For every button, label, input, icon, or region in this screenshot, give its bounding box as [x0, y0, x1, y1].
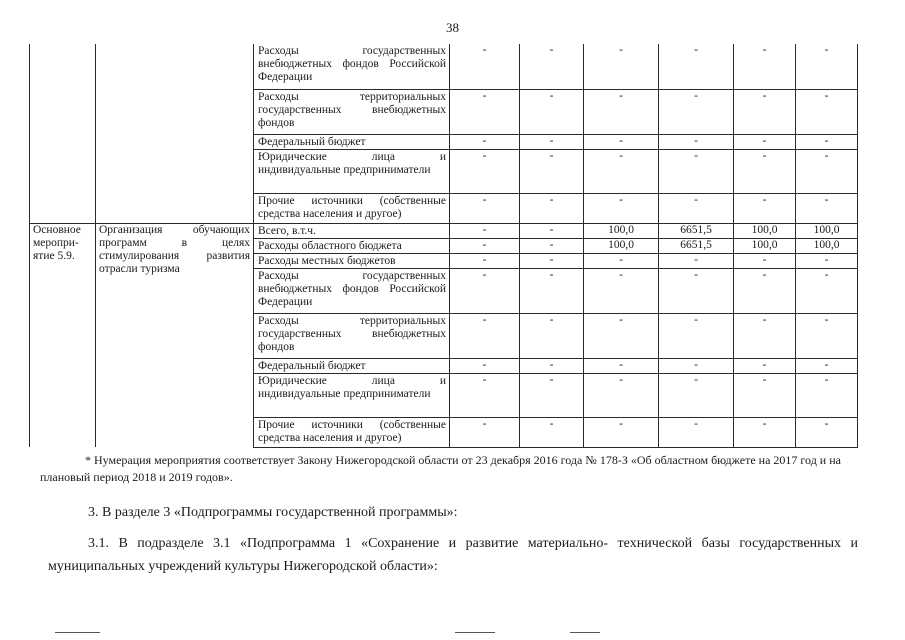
value-cell: 100,0 — [796, 223, 858, 238]
value-cell: 100,0 — [584, 238, 659, 253]
value-cell: - — [584, 268, 659, 313]
funding-source-cell: Расходы областного бюджета — [254, 238, 450, 253]
upper-group-rows — [30, 44, 858, 223]
value-cell: - — [659, 268, 734, 313]
value-cell: - — [734, 89, 796, 134]
value-cell: - — [796, 313, 858, 358]
value-cell: - — [450, 193, 520, 223]
value-cell: - — [584, 373, 659, 417]
value-cell: - — [659, 134, 734, 149]
funding-source-cell: Расходы государственных внебюджетных фондов Российской Федерации — [254, 268, 450, 313]
scan-artifact-line — [455, 632, 495, 633]
value-cell: - — [584, 134, 659, 149]
value-cell: - — [520, 44, 584, 89]
funding-source-cell: Расходы государственных внебюджетных фондов Российской Федерации — [254, 44, 450, 89]
value-cell: - — [796, 193, 858, 223]
value-cell: - — [520, 253, 584, 268]
value-cell: - — [450, 89, 520, 134]
value-cell: - — [450, 238, 520, 253]
value-cell: - — [520, 417, 584, 447]
value-cell: - — [450, 223, 520, 238]
value-cell: 100,0 — [796, 238, 858, 253]
value-cell: - — [584, 313, 659, 358]
value-cell: - — [450, 358, 520, 373]
value-cell: - — [659, 358, 734, 373]
funding-source-cell: Федеральный бюджет — [254, 358, 450, 373]
value-cell: - — [659, 193, 734, 223]
value-cell: - — [450, 313, 520, 358]
value-cell: - — [584, 193, 659, 223]
event-number-cell — [30, 44, 96, 223]
page-number: 38 — [446, 20, 459, 35]
value-cell: - — [796, 149, 858, 193]
value-cell: - — [520, 358, 584, 373]
value-cell: - — [450, 44, 520, 89]
value-cell: - — [450, 253, 520, 268]
value-cell: - — [450, 417, 520, 447]
table-row — [30, 223, 858, 238]
section-3-heading: 3. В разделе 3 «Подпрограммы государственной программы»: — [88, 505, 458, 520]
value-cell: - — [659, 44, 734, 89]
value-cell: - — [796, 253, 858, 268]
value-cell: - — [734, 44, 796, 89]
funding-source-cell: Расходы территориальных государственных внебюджетных фондов — [254, 313, 450, 358]
value-cell: - — [734, 358, 796, 373]
value-cell: - — [734, 313, 796, 358]
value-cell: 100,0 — [734, 223, 796, 238]
funding-source-cell: Расходы местных бюджетов — [254, 253, 450, 268]
value-cell: - — [584, 358, 659, 373]
value-cell: - — [520, 149, 584, 193]
value-cell: 100,0 — [734, 238, 796, 253]
value-cell: - — [796, 134, 858, 149]
funding-source-cell: Прочие источники (собственные средства населения и другое) — [254, 193, 450, 223]
value-cell: - — [659, 373, 734, 417]
budget-table — [29, 44, 858, 448]
value-cell: - — [450, 149, 520, 193]
funding-source-cell: Расходы территориальных государственных внебюджетных фондов — [254, 89, 450, 134]
scan-artifact-line — [55, 632, 100, 633]
value-cell: - — [520, 268, 584, 313]
subsection-3-1-paragraph: 3.1. В подразделе 3.1 «Подпрограмма 1 «Сохранение и развитие материально- технической базы государственных и муниципальных учреждений культуры Нижегородской области»: — [48, 536, 858, 574]
funding-source-cell: Прочие источники (собственные средства населения и другое) — [254, 417, 450, 447]
value-cell: - — [796, 358, 858, 373]
table-row — [30, 44, 858, 89]
value-cell: - — [734, 268, 796, 313]
value-cell: - — [796, 373, 858, 417]
funding-source-cell: Юридические лица и индивидуальные предприниматели — [254, 149, 450, 193]
value-cell: - — [734, 134, 796, 149]
value-cell: - — [659, 149, 734, 193]
value-cell: - — [796, 268, 858, 313]
value-cell: - — [450, 134, 520, 149]
value-cell: - — [734, 253, 796, 268]
value-cell: - — [734, 373, 796, 417]
value-cell: - — [659, 313, 734, 358]
value-cell: - — [520, 193, 584, 223]
event-name-cell: Организация обучающих программ в целях стимулирования развития отрасли туризма — [96, 223, 254, 447]
value-cell: - — [659, 253, 734, 268]
value-cell: - — [734, 193, 796, 223]
scan-artifact-line — [570, 632, 600, 633]
value-cell: - — [450, 373, 520, 417]
funding-source-cell: Федеральный бюджет — [254, 134, 450, 149]
value-cell: - — [796, 417, 858, 447]
event-5-9-rows — [30, 223, 858, 447]
value-cell: - — [584, 89, 659, 134]
value-cell: 100,0 — [584, 223, 659, 238]
funding-source-cell: Юридические лица и индивидуальные предприниматели — [254, 373, 450, 417]
value-cell: - — [520, 313, 584, 358]
value-cell: - — [584, 149, 659, 193]
value-cell: 6651,5 — [659, 238, 734, 253]
value-cell: - — [734, 149, 796, 193]
funding-source-cell: Всего, в.т.ч. — [254, 223, 450, 238]
value-cell: - — [520, 238, 584, 253]
event-name-cell — [96, 44, 254, 223]
event-number-cell: Основное меропри-ятие 5.9. — [30, 223, 96, 447]
value-cell: - — [584, 417, 659, 447]
value-cell: - — [520, 373, 584, 417]
value-cell: - — [450, 268, 520, 313]
value-cell: 6651,5 — [659, 223, 734, 238]
value-cell: - — [584, 253, 659, 268]
value-cell: - — [520, 89, 584, 134]
value-cell: - — [659, 89, 734, 134]
footnote: * Нумерация мероприятия соответствует Закону Нижегородской области от 23 декабря 2016 года № 178-З «Об областном бюджете на 2017 год и на плановый период 2018 и 2019 годов». — [40, 453, 841, 484]
value-cell: - — [520, 223, 584, 238]
value-cell: - — [584, 44, 659, 89]
value-cell: - — [659, 417, 734, 447]
value-cell: - — [796, 44, 858, 89]
value-cell: - — [796, 89, 858, 134]
value-cell: - — [734, 417, 796, 447]
value-cell: - — [520, 134, 584, 149]
